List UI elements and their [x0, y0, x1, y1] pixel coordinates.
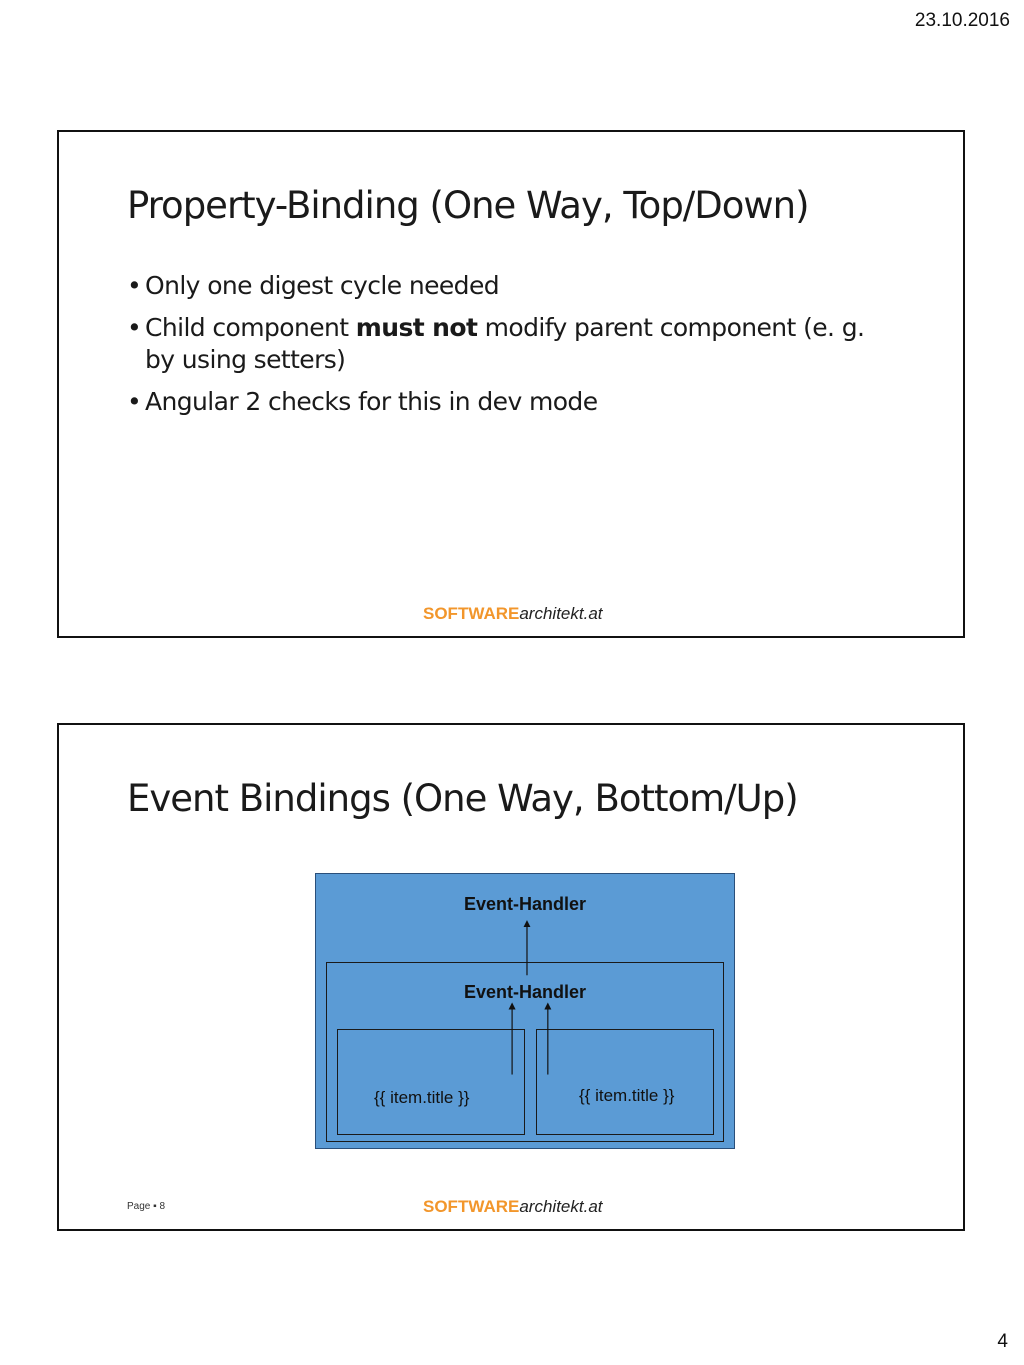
- outer-event-handler-label: Event-Handler: [463, 894, 587, 914]
- bullet-item: • Angular 2 checks for this in dev mode: [127, 387, 598, 416]
- slide-property-binding: [57, 130, 965, 638]
- softwarearchitekt-logo: [423, 604, 603, 624]
- inner-component-box: [326, 962, 724, 1142]
- handout-date: 23.10.2016: [914, 10, 1010, 31]
- bullet-text-post: modify parent component (e. g. by using setters): [145, 313, 865, 374]
- logo-italic-text: architekt.at: [519, 604, 603, 623]
- bullet-list: [127, 270, 887, 428]
- handout-page-number: 4: [997, 1331, 1008, 1352]
- bullet-text-bold: must not: [355, 313, 478, 342]
- slide-title: Property-Binding (One Way, Top/Down): [127, 184, 809, 227]
- child-component-left: [337, 1029, 525, 1135]
- logo-bold-text: SOFTWARE: [423, 604, 520, 623]
- inner-event-handler-label: Event-Handler: [463, 982, 587, 1002]
- bullet-text-pre: Child component: [145, 313, 356, 342]
- softwarearchitekt-logo: [423, 1197, 603, 1217]
- bullet-item: • Child component must not modify parent component (e. g. by using setters): [127, 313, 865, 374]
- slide-title: Event Bindings (One Way, Bottom/Up): [127, 777, 798, 820]
- logo-bold-text: SOFTWARE: [423, 1197, 520, 1216]
- slide-event-bindings: [57, 723, 965, 1231]
- bullet-item: • Only one digest cycle needed: [127, 271, 500, 300]
- event-binding-diagram: [315, 873, 735, 1149]
- child-component-right: [536, 1029, 714, 1135]
- bullet-text: Angular 2 checks for this in dev mode: [145, 387, 598, 416]
- bullet-text: Only one digest cycle needed: [145, 271, 500, 300]
- logo-italic-text: architekt.at: [519, 1197, 603, 1216]
- child-left-label: {{ item.title }}: [374, 1088, 470, 1107]
- slide-page-label: Page ▪ 8: [127, 1201, 166, 1212]
- child-right-label: {{ item.title }}: [579, 1086, 675, 1105]
